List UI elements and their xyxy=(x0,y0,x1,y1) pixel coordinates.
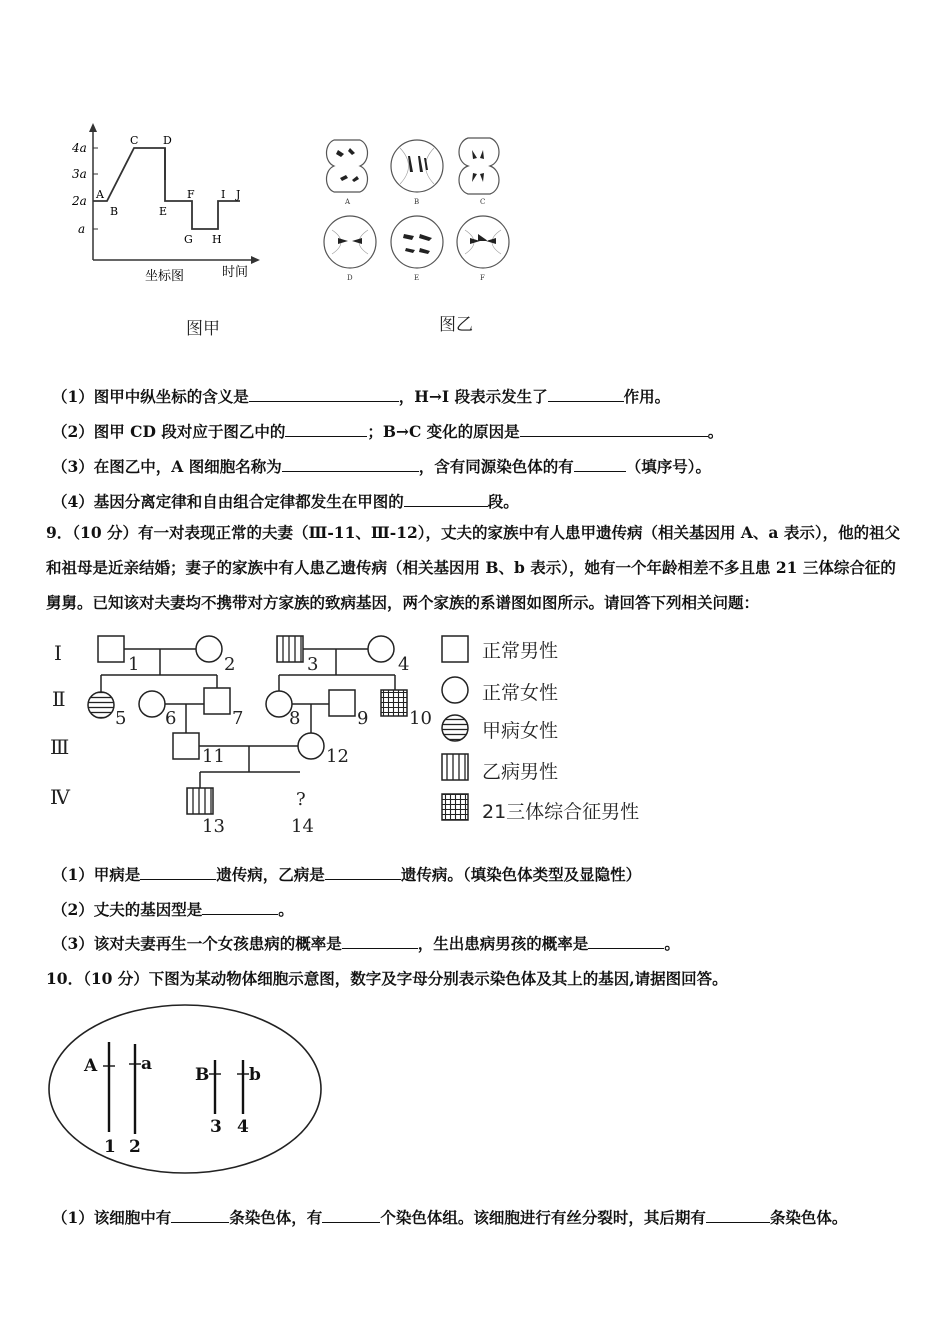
figure-jia-graph xyxy=(60,120,270,295)
answer-blank[interactable] xyxy=(202,899,278,915)
answer-blank[interactable] xyxy=(171,1207,229,1223)
individual-number: 2 xyxy=(224,654,236,675)
figure-yi-cells xyxy=(320,130,520,290)
q9-intro: 9．（10 分）有一对表现正常的夫妻（Ⅲ-11、Ⅲ-12），丈夫的家族中有人患甲遗传病（相关基因用 A、a 表示），他的祖父和祖母是近亲结婚；妻子的家族中有人患乙遗传病（相关基因用 B、b 表示），她有一个年龄相差不多且患 21 三体综合征的舅舅。已知该对夫妻均不携带对方家族的致病基因，两个家族的系谱图如图所示。请回答下列相关问题： xyxy=(46,523,901,612)
q8-part1: （1）图甲中纵坐标的含义是 ，H→I 段表示发生了 作用。 xyxy=(52,387,671,406)
individual-number: 1 xyxy=(128,654,140,675)
individual-number: 5 xyxy=(115,708,127,729)
generation-label: Ⅱ xyxy=(52,687,66,711)
y-tick-3a: 3a xyxy=(72,167,87,181)
point-label-b: B xyxy=(110,205,119,218)
pedigree-symbol xyxy=(368,636,394,662)
cell-chromosome-diagram xyxy=(45,1000,355,1180)
cell-label-e: E xyxy=(414,274,420,282)
answer-blank[interactable] xyxy=(548,386,624,402)
figure-yi-caption: 图乙 xyxy=(439,315,473,335)
x-axis-label: 时间 xyxy=(222,265,249,280)
chromosome-number: 1 xyxy=(104,1137,116,1157)
individual-number: 8 xyxy=(289,708,301,729)
cell-label-c: C xyxy=(480,198,486,206)
individual-number: 3 xyxy=(307,654,319,675)
gene-label: a xyxy=(141,1054,153,1074)
legend-normal-male-icon xyxy=(442,636,468,662)
q10-part1: （1）该细胞中有 条染色体，有 个染色体组。该细胞进行有丝分裂时，其后期有 条染色体。 xyxy=(52,1208,848,1227)
pedigree-symbol xyxy=(196,636,222,662)
generation-label: Ⅳ xyxy=(50,785,70,809)
generation-label: Ⅲ xyxy=(50,735,70,759)
individual-number: 6 xyxy=(165,708,177,729)
pedigree-symbol xyxy=(298,733,324,759)
q8-part3: （3）在图乙中，A 图细胞名称为 ，含有同源染色体的有 （填序号）。 xyxy=(52,457,711,476)
q10-intro: 10．（10 分）下图为某动物体细胞示意图，数字及字母分别表示染色体及其上的基因,请据图回答。 xyxy=(46,969,728,988)
pedigree-symbol xyxy=(88,692,114,718)
individual-number: 4 xyxy=(398,654,410,675)
legend-label: 正常男性 xyxy=(482,640,559,662)
answer-blank[interactable] xyxy=(520,421,708,437)
individual-number: 11 xyxy=(202,746,225,767)
answer-blank[interactable] xyxy=(342,933,418,949)
pedigree-symbol xyxy=(204,688,230,714)
point-label-a: A xyxy=(96,188,104,201)
pedigree-symbol xyxy=(139,691,165,717)
figure-jia-caption: 图甲 xyxy=(186,319,220,339)
pedigree-symbol xyxy=(98,636,124,662)
chromosome-number: 4 xyxy=(237,1117,249,1137)
legend-normal-female-icon xyxy=(442,677,468,703)
pedigree-symbol xyxy=(187,788,213,814)
y-tick-2a: 2a xyxy=(72,194,87,208)
individual-number: 7 xyxy=(232,708,244,729)
gene-label: A xyxy=(84,1056,98,1076)
answer-blank[interactable] xyxy=(249,386,399,402)
q8-part4: （4）基因分离定律和自由组合定律都发生在甲图的 段。 xyxy=(52,492,519,511)
legend-disease-b-male-icon xyxy=(442,754,468,780)
answer-blank[interactable] xyxy=(140,864,216,880)
answer-blank[interactable] xyxy=(404,491,488,507)
q8-part2: （2）图甲 CD 段对应于图乙中的 ；B→C 变化的原因是 。 xyxy=(52,422,724,441)
cell-label-f: F xyxy=(480,274,485,282)
point-label-d: D xyxy=(163,134,172,147)
individual-number: 12 xyxy=(326,746,349,767)
pedigree-symbol xyxy=(277,636,303,662)
y-tick-4a: 4a xyxy=(72,141,87,155)
chromosome-number: 3 xyxy=(210,1117,222,1137)
legend-label: 21三体综合征男性 xyxy=(482,801,640,823)
q9-part2: （2）丈夫的基因型是 。 xyxy=(52,900,294,919)
pedigree-symbol xyxy=(381,690,407,716)
answer-blank[interactable] xyxy=(285,421,367,437)
graph-subtitle: 坐标图 xyxy=(145,269,185,284)
q9-part3: （3）该对夫妻再生一个女孩患病的概率是 ，生出患病男孩的概率是 。 xyxy=(52,934,680,953)
legend-disease-a-female-icon xyxy=(442,715,468,741)
legend-label: 正常女性 xyxy=(482,682,559,704)
point-label-g: G xyxy=(184,233,193,246)
individual-number: 13 xyxy=(202,816,225,837)
chromosome-number: 2 xyxy=(129,1137,141,1157)
gene-label: B xyxy=(195,1065,210,1085)
individual-number: 14 xyxy=(291,816,314,837)
q9-part1: （1）甲病是 遗传病，乙病是 遗传病。（填染色体类型及显隐性） xyxy=(52,865,642,884)
legend-label: 乙病男性 xyxy=(482,761,559,783)
point-label-e: E xyxy=(159,205,168,218)
point-label-c: C xyxy=(130,134,139,147)
cell-label-b: B xyxy=(414,198,420,206)
gene-label: b xyxy=(249,1065,261,1085)
point-label-j: J xyxy=(236,188,241,201)
generation-label: Ⅰ xyxy=(54,641,62,665)
cell-label-d: D xyxy=(347,274,353,282)
pedigree-symbol xyxy=(329,690,355,716)
answer-blank[interactable] xyxy=(588,933,664,949)
answer-blank[interactable] xyxy=(322,1207,380,1223)
legend-label: 甲病女性 xyxy=(482,720,559,742)
point-label-i: I xyxy=(221,188,226,201)
answer-blank[interactable] xyxy=(706,1207,770,1223)
pedigree-legend-symbols xyxy=(438,632,474,824)
pedigree-symbol xyxy=(173,733,199,759)
answer-blank[interactable] xyxy=(325,864,401,880)
legend-trisomy21-male-icon xyxy=(442,794,468,820)
individual-number: 9 xyxy=(357,708,369,729)
point-label-h: H xyxy=(212,233,222,246)
pedigree-chart xyxy=(46,630,436,840)
cell-label-a: A xyxy=(345,198,351,206)
point-label-f: F xyxy=(187,188,195,201)
unknown-individual: ? xyxy=(296,789,306,810)
answer-blank[interactable] xyxy=(574,456,626,472)
individual-number: 10 xyxy=(409,708,432,729)
answer-blank[interactable] xyxy=(282,456,419,472)
y-tick-a: a xyxy=(78,222,86,236)
